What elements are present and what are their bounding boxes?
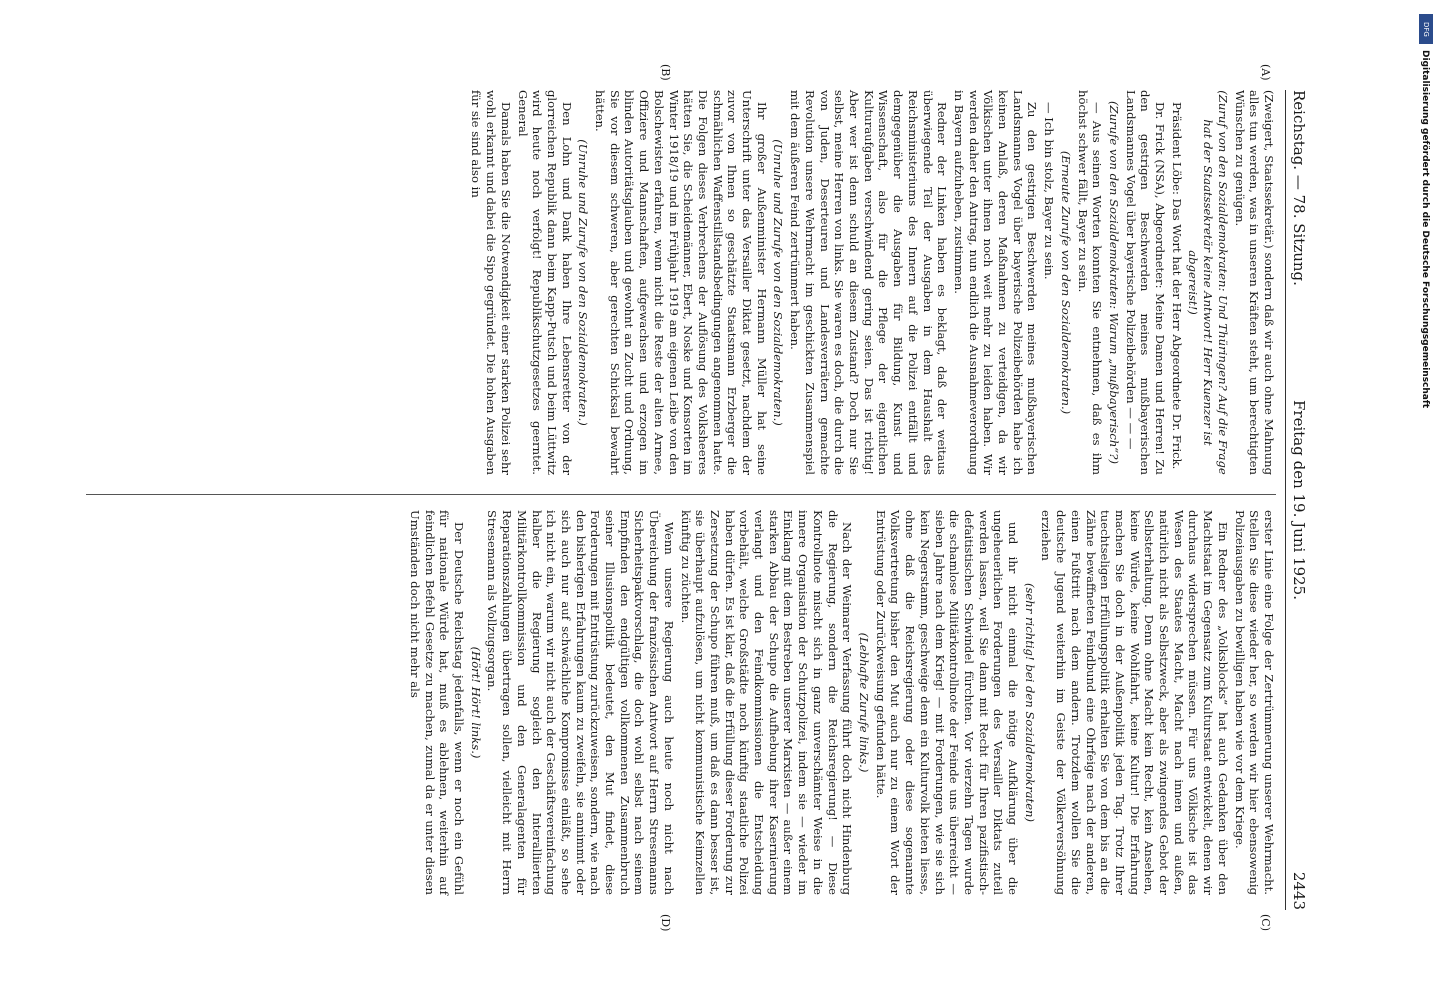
dfg-logo: DFG xyxy=(1419,14,1433,44)
left-column-paragraph: — Ich bin stolz, Bayer zu sein. xyxy=(1042,102,1057,280)
funding-note: Digitalisierung gefördert durch die Deutsche Forschungsgemeinschaft xyxy=(1420,50,1430,409)
left-column-paragraph: Damals haben Sie die Notwendigkeit einer starken Polizei sehr wohl erkannt und dabei die Sipo gegründet. Die hohen Ausgaben für sie sind also in xyxy=(469,90,513,475)
right-column-paragraph: Nach der Weimarer Verfassung führt doch nicht Hindenburg die Regierung, sondern die Reichsregierung! — Diese Kontrollnote mischt sich in ganz unverschämter Weise in die innere Organisation der Schutzpolizei, indem sie — wieder im Einklang mit dem Bestreben unserer Marxisten — außer einem starken Abbau der Schupo die Aufhebung ihrer Kasernierung verlangt und den Feindkommissionen die Entscheidung vorbehält, welche Großstädte noch künftig staatliche Polizei haben dürfen. Es ist klar, daß die Erfüllung dieser Forderung zur Zersetzung der Schupo führen muß, um daß es dann besser ist, sie überhaupt aufzulösen, um nicht kommunistische Keimzellen künftig zu züchten. xyxy=(678,510,855,895)
page-number: 2443 xyxy=(1290,871,1308,910)
right-column-paragraph: Der Deutsche Reichstag jedenfalls, wenn er noch ein Gefühl für nationale Würde hat, muß es ablehnen, weiterhin auf feindlichen Befehl Gesetze zu machen, zumal da er unter diesen Umständen doch nicht mehr als xyxy=(407,510,467,895)
header-left: Reichstag. — 78. Sitzung. xyxy=(1290,90,1308,286)
right-column-paragraph: (Hört! Hört! links.) xyxy=(468,646,483,759)
left-column-paragraph: Zu den gestrigen Beschwerden meines mußbayerischen Landsmannes Vogel über bayerische Polizeibehörden habe ich keinen Anlaß, deren Maßnahmen zu verteidigen, da wir Völkischen unter ihnen noch weit mehr zu leiden haben. Wir werden daher den Antrag, nun endlich die Ausnahmeverordnung in Bayern aufzuheben, zustimmen. xyxy=(951,90,1040,475)
left-column-paragraph: Präsident Löbe: Das Wort hat der Herr Abgeordnete Dr. Frick. xyxy=(1169,102,1184,470)
page-header xyxy=(1286,90,1312,910)
right-column-paragraph: Wenn unsere Regierung auch heute noch nicht nach Übereichung der französischen Antwort auf Herrn Stresemanns Sicherheitspaktvorschlag, die doch wohl selbst nach seinem Empfinden den endgültigen vollkommenen Zusammenbruch seiner Illusionspolitik bedeutet, den Mut findet, diese Forderungen mit Entrüstung zurückzuweisen, sondern, wie nach den bisherigen Erfahrungen kaum zu zweifeln, sie annimmt oder sich auch nur auf schwächliche Kompromisse einläßt, so sehe ich nicht ein, warum wir nicht auch der Geschäftsvereinfachung halber die Regierung sogleich den Interalliierten Militärkontrollkommission und den Generalagenten für Reparationszahlungen übertragen sollen, vielleicht mit Herrn Stresemann als Vollzugsorgan. xyxy=(485,510,676,895)
right-column-paragraph: (sehr richtig! bei den Sozialdemokraten) xyxy=(1022,582,1037,823)
margin-marker-a: (A) xyxy=(1259,64,1272,81)
right-column-paragraph: erster Linie eine Folge der Zertrümmerung unserer Wehrmacht. Stellen Sie diese wieder her, so werden wir hier ebensowenig Polizeiausgaben zu bewilligen haben wie vor dem Kriege. xyxy=(1232,510,1276,895)
rotated-page xyxy=(72,64,1312,932)
right-column-paragraph: Ein Redner des „Volksblocks“ hat auch Gedanken über den Machtstaat im Gegensatz zum Kulturstaat entwickelt, denen wir durchaus widersprechen müssen. Für uns Völkische ist das Wesen des Staates Macht, Macht nach innen und außen, natürlich nicht als Selbstzweck, aber als zwingendes Gebot der Selbsterhaltung. Denn ohne Macht kein Recht, kein Ansehen, keine Würde, keine Wohlfahrt, keine Kultur! Die Erfahrung machen Sie doch in der Außenpolitik jeden Tag. Trotz Ihrer tuechtseligen Erfüllungspolitik erhalten Sie von dem bis an die Zähne bewaffneten Feindbund eine Ohrfeige nach der anderen, einen Fußtritt nach dem andern. Trotzdem wollen Sie die deutsche Jugend weiterhin im Geiste der Völkerversöhnung erziehen xyxy=(1039,510,1230,895)
dfg-sidebar xyxy=(1418,10,1434,990)
header-date: Freitag den 19. Juni 1925. xyxy=(1290,400,1308,600)
right-column xyxy=(405,510,1276,895)
right-column-paragraph: (Lebhafte Zurufe links.) xyxy=(857,632,872,773)
right-column-paragraph: und ihr nicht einmal die nötige Aufklärung über die ungeheuerlichen Forderungen des Versailler Diktats zuteil werden lassen, weil Sie dann mit Recht für Ihren pazifistisch-defaitistischen Schwindel fürchten. Vor vierzehn Tagen wurde die schamlose Militärkontrollnote der Feinde uns überreicht — sieben Jahre nach dem Krieg! — mit Forderungen, wie sie sich kein Negerstamm, geschweige denn ein Kulturvolk bieten liesse, ohne daß die Reichsregierung oder diese sogenannte Volksvertretung bisher den Mut auch nur zu einem Wort der Entrüstung oder Zurückweisung gefunden hätte. xyxy=(873,510,1021,895)
left-column-paragraph: (Zweigert, Staatssekretär.) sondern daß wir auch ohne Mahnung alles tun werden, was in unseren Kräften steht, um berechtigten Wünschen zu genügen. xyxy=(1232,90,1276,475)
left-column-paragraph: Redner der Linken haben es beklagt, daß der weitaus überwiegende Teil der Ausgaben in dem Haushalt des Reichsministeriums des Innern auf die Polizei entfällt und demgegenüber die Ausgaben für Bildung, Kunst und Wissenschaft, also für die Pflege der eigentlichen Kulturaufgaben verschwindend gering seien. Das ist richtig! Aber wer ist denn schuld an diesem Zustand? Doch nur Sie selbst, meine Herren von links. Sie waren es doch, die durch die von Juden, Deserteuren und Landesverrätern gemachte Revolution unsere Wehrmacht im geschickten Zusammenspiel mit dem äußeren Feind zertrümmert haben. xyxy=(788,90,950,475)
left-column-paragraph: (Erneute Zurufe von den Sozialdemokraten.) xyxy=(1058,150,1073,415)
left-column-paragraph: Den Lohn und Dank haben Ihre Lebensretter von der glorreichen Republik dann beim Kapp-Putsch und beim Lüttwitz wird heute noch verfolgt! Republikschutzgesetzes geerntet. General xyxy=(515,90,574,475)
left-column-paragraph: (Zuruf von den Sozialdemokraten: Und Thüringen? Auf die Frage hat der Staatssekretär keine Antwort! Herr Kuenzer ist abgereist!) xyxy=(1186,90,1230,475)
margin-marker-d: (D) xyxy=(659,914,672,932)
left-column-paragraph: (Zurufe von den Sozialdemokraten: Warum „mußbayerisch“?) xyxy=(1106,101,1121,464)
margin-marker-c: (C) xyxy=(1259,914,1272,931)
left-column-paragraph: — Aus seinen Worten konnten Sie entnehmen, daß es ihm höchst schwer fällt, Bayer zu sein. xyxy=(1075,90,1105,475)
margin-marker-b: (B) xyxy=(659,64,672,81)
left-column-paragraph: (Unruhe und Zurufe von den Sozialdemokraten.) xyxy=(576,139,591,426)
column-divider xyxy=(86,494,1276,495)
left-column-paragraph: Dr. Frick (NSA), Abgeordneter: Meine Damen und Herren! Zu den gestrigen Beschwerden meines mußbayerischen Landsmannes Vogel über bayerische Polizeibehörden — — — xyxy=(1123,90,1168,475)
left-column xyxy=(467,90,1276,475)
left-column-paragraph: Ihr großer Außenminister Hermann Müller hat seine Unterschrift unter das Versailler Diktat gesetzt, nachdem der zuvor von Ihnen so geschätzte Staatsmann Erzberger die schmählichen Waffenstillstandsbedingungen angenommen hatte. Die Folgen dieses Verbrechens der Auflösung des Volksheeres hätten Sie, die Scheidemänner, Ebert, Noske und Konsorten im Winter 1918/19 und im Frühjahr 1919 am eigenen Leibe von den Bolschewisten erfahren, wenn nicht die Reste der alten Armee, Offiziere und Mannschaften, aufgewachsen und erzogen im blinden Autoritätsglauben und gewohnt an Zucht und Ordnung, Sie vor diesem schweren, aber gerechten Schicksal bewahrt hätten. xyxy=(593,90,769,475)
left-column-paragraph: (Unruhe und Zurufe von den Sozialdemokraten.) xyxy=(771,139,786,426)
header-rule xyxy=(1285,90,1286,910)
